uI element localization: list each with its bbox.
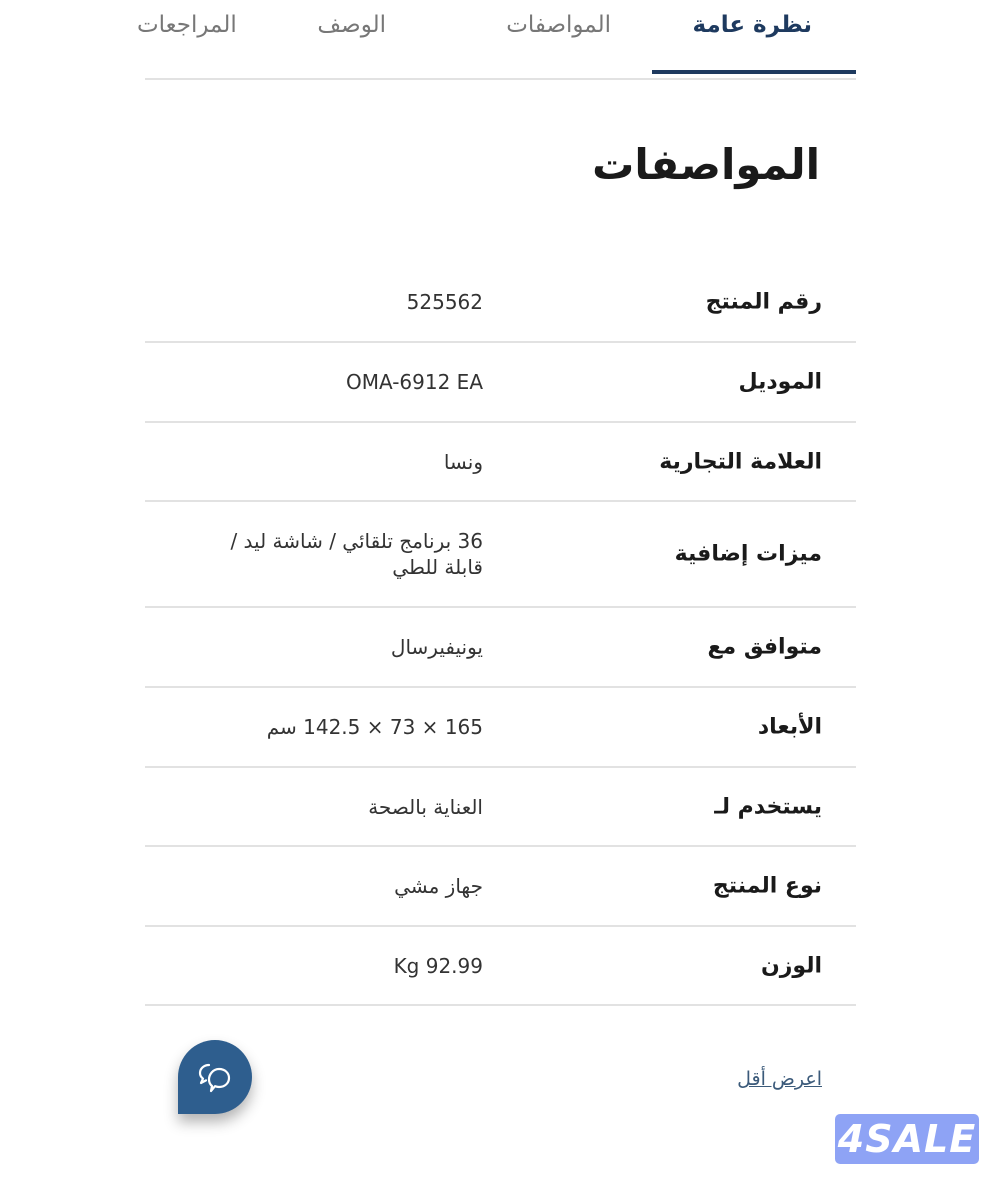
spec-label: الموديل	[738, 369, 822, 395]
tab-overview[interactable]: نظرة عامة	[692, 12, 812, 38]
spec-row	[145, 343, 856, 423]
spec-value: جهاز مشي	[394, 874, 483, 898]
tab-specifications[interactable]: المواصفات	[506, 12, 611, 38]
spec-row	[145, 688, 856, 768]
chat-bubbles-icon	[193, 1055, 237, 1099]
spec-label: ميزات إضافية	[674, 541, 822, 567]
spec-row	[145, 608, 856, 688]
spec-label: العلامة التجارية	[659, 449, 822, 474]
spec-value: يونيفيرسال	[390, 635, 483, 659]
spec-row	[145, 502, 856, 608]
spec-row	[145, 423, 856, 502]
tab-description[interactable]: الوصف	[317, 12, 386, 38]
watermark-logo: 4SALE	[835, 1114, 979, 1164]
spec-row	[145, 768, 856, 847]
tab-reviews-label: المراجعات	[137, 12, 237, 38]
spec-value: العناية بالصحة	[368, 794, 483, 819]
active-tab-indicator	[652, 70, 856, 74]
chat-button[interactable]	[178, 1040, 252, 1114]
spec-label: يستخدم لـ	[714, 794, 822, 819]
spec-row	[145, 847, 856, 927]
tab-reviews[interactable]	[137, 12, 237, 38]
spec-label: الوزن	[760, 953, 822, 978]
spec-value: 92.99 Kg	[393, 953, 483, 978]
spec-value: 525562	[406, 289, 483, 314]
spec-label: نوع المنتج	[712, 873, 822, 899]
spec-value: ونسا	[443, 449, 483, 474]
show-less-link[interactable]: اعرض أقل	[737, 1068, 822, 1090]
spec-row	[145, 927, 856, 1006]
spec-row	[145, 262, 856, 343]
spec-label: رقم المنتج	[705, 289, 822, 314]
spec-value: OMA-6912 EA	[345, 370, 483, 394]
spec-value: 165 × 73 × 142.5 سم	[266, 715, 483, 739]
spec-label: الأبعاد	[757, 714, 822, 740]
spec-label: متوافق مع	[707, 634, 822, 660]
tab-bar	[137, 0, 856, 80]
page-title: المواصفات	[592, 140, 820, 189]
spec-value: 36 برنامج تلقائي / شاشة ليد / قابلة للطي	[230, 529, 483, 579]
